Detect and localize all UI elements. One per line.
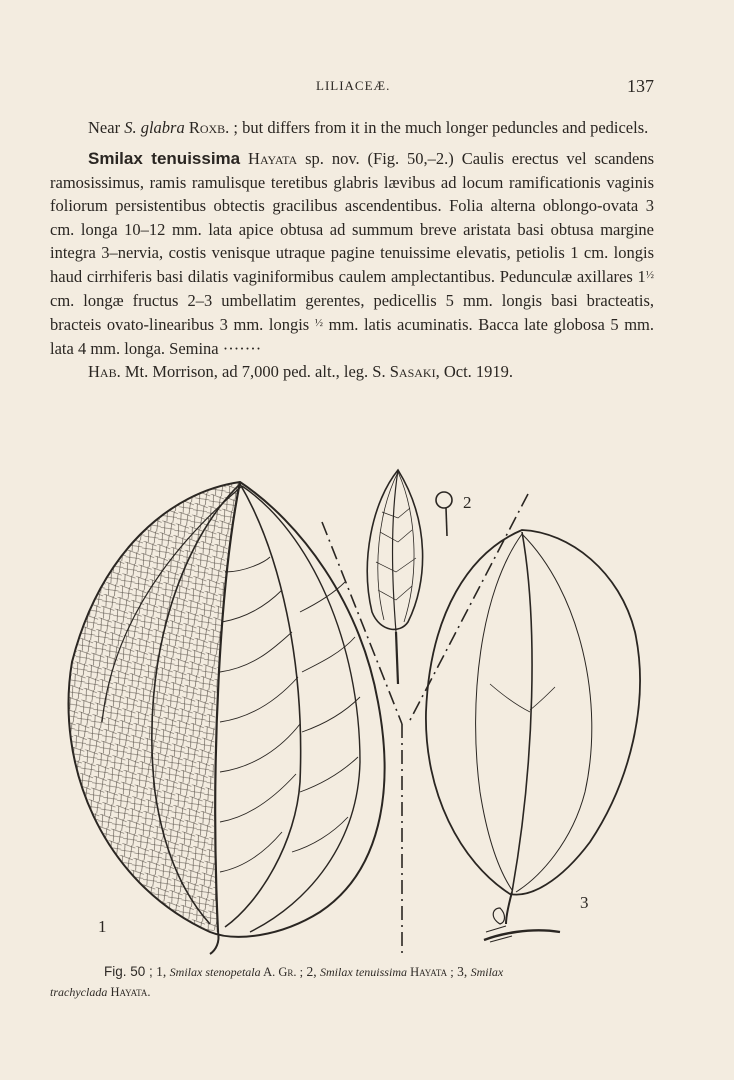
caption-item2-num: 2, <box>303 964 320 979</box>
leaf-1 <box>60 462 385 954</box>
figure-label-3: 3 <box>580 893 589 912</box>
figure-50 <box>60 462 660 962</box>
caption-item2-name: Smilax tenuissima <box>319 965 407 979</box>
hab-label: Hab. <box>88 362 121 382</box>
leaf-3 <box>426 530 640 942</box>
collector-name: Sasaki <box>389 362 436 382</box>
caption-item3-name-part1: Smilax <box>470 965 504 979</box>
paragraph-habitat <box>50 360 654 383</box>
caption-item3-num: 3, <box>453 964 471 979</box>
caption-line2 <box>50 984 151 999</box>
p1-authority: Roxb. <box>188 118 230 137</box>
description-text-2: cm. longæ fructus 2–3 umbellatim gerentes, pedicellis 5 mm. longis basi bracteatis, bracteis ovato-linearibus 3 mm. longis <box>50 290 654 335</box>
species-name: Smilax tenuissima <box>88 149 241 169</box>
caption-item1-author: A. Gr. ; <box>260 965 304 979</box>
paragraph-species-description <box>50 147 654 360</box>
species-author: Hayata <box>248 149 298 169</box>
figure-caption <box>50 962 644 1002</box>
caption-item3-author: Hayata. <box>107 985 151 999</box>
page-number: 137 <box>627 76 654 96</box>
body-text <box>50 116 654 383</box>
caption-item1-num: 1, <box>152 964 170 979</box>
caption-item3-name-part2: trachyclada <box>50 985 108 999</box>
p1-species-ref: S. glabra <box>124 118 185 137</box>
fraction-half-2: ½ <box>314 317 324 330</box>
p1-rest-line1: ; but differs from it in the much longer peduncles <box>229 118 558 137</box>
page-header <box>0 76 734 100</box>
description-text-3: mm. latis acuminatis. Bacca late globosa 5 mm. lata 4 mm. longa. Semina ······· <box>50 315 654 358</box>
description-text: Caulis erectus vel scandens ramosissimus, ramis ramulisque teretibus glabris lævibus ad locum ramificationis vaginis foliorum persistentibus obtectis gracilibus ascendentibus. Folia alterna oblongo-ovata 3 cm. longa 10–12 mm. lata apice obtusa ad summum breve aristata basi obtusa margine integra 3–nervia, costis venisque utraque pagine tenuissime elevatis, petiolis 1 cm. longis haud cirrhiferis basi dilatis vaginiformibus caulem amplectantibus. Pedunculæ axillares 1 <box>50 149 655 287</box>
figure-label-2: 2 <box>463 493 472 512</box>
running-head: LILIACEÆ. <box>316 78 391 93</box>
fraction-half-1: ½ <box>645 269 654 282</box>
leaf-illustrations <box>60 462 660 962</box>
hab-date: , Oct. 1919. <box>435 362 514 382</box>
p1-rest-line2: and pedicels. <box>562 118 649 137</box>
hab-text: Mt. Morrison, ad 7,000 ped. alt., leg. S. <box>120 362 390 382</box>
caption-item1-name: Smilax stenopetala <box>169 965 261 979</box>
species-status: sp. nov. (Fig. 50,–2.) <box>297 149 462 169</box>
caption-fig-number: Fig. 50 ; <box>104 964 153 979</box>
caption-item2-author: Hayata ; <box>406 965 454 979</box>
paragraph-near-glabra <box>50 116 654 139</box>
p1-lead: Near <box>88 118 125 137</box>
leaf-2 <box>367 470 471 684</box>
figure-label-1: 1 <box>98 917 107 936</box>
